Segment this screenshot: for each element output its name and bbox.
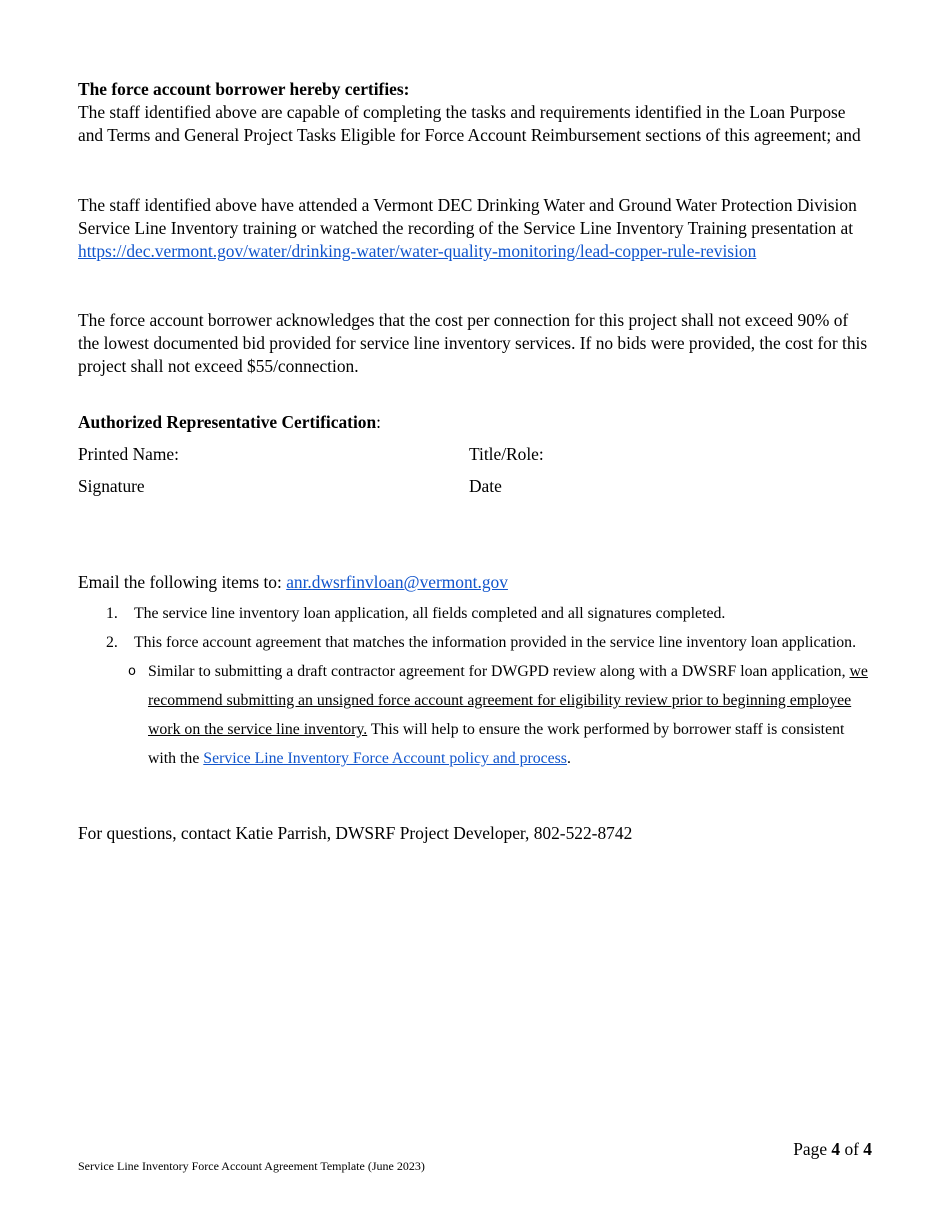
printed-name-label: Printed Name: <box>78 444 179 464</box>
title-role-label: Title/Role: <box>469 444 544 464</box>
list-item-text: The service line inventory loan application, all fields completed and all signatures completed. <box>134 605 726 622</box>
questions-text: For questions, contact Katie Parrish, DWSRF Project Developer, 802-522-8742 <box>78 823 633 843</box>
certify-section <box>78 78 873 147</box>
page-number-current: 4 <box>831 1139 841 1159</box>
certify-heading: The force account borrower hereby certifies: <box>78 79 410 99</box>
authorized-heading-line <box>78 411 873 434</box>
sub-item-text-end: . <box>566 750 571 767</box>
email-section <box>78 571 873 594</box>
authorized-section <box>78 411 873 434</box>
sub-list-item <box>78 657 873 773</box>
certify-paragraph-1: The staff identified above are capable of completing the tasks and requirements identified in the Loan Purpose and Terms and General Project Tasks Eligible for Force Account Reimbursement sections of this agreement; and <box>78 102 861 145</box>
list-item <box>78 628 873 657</box>
email-intro: Email the following items to: <box>78 572 287 592</box>
authorized-heading-colon: : <box>376 412 381 432</box>
sub-item-underlined-text: we recommend submitting an unsigned force account agreement for eligibility review prior to beginning employee work on the service line inventory. <box>148 663 868 738</box>
force-account-policy-link[interactable]: Service Line Inventory Force Account policy and process <box>203 750 567 767</box>
certify-paragraph-2-text: The staff identified above have attended a Vermont DEC Drinking Water and Ground Water Protection Division Service Line Inventory training or watched the recording of the Service Line Inventory Training presentation at <box>78 195 857 238</box>
hollow-bullet-icon: o <box>128 664 136 679</box>
sub-item-text-before: Similar to submitting a draft contractor agreement for DWGPD review along with a DWSRF loan application, <box>148 663 850 680</box>
certify-paragraph-3: The force account borrower acknowledges that the cost per connection for this project shall not exceed 90% of the lowest documented bid provided for service line inventory services. If no bids were provided, the cost for this project shall not exceed $55/connection. <box>78 310 868 376</box>
printed-name-row <box>78 443 873 466</box>
email-intro-line <box>78 571 873 594</box>
training-presentation-link[interactable]: https://dec.vermont.gov/water/drinking-water/water-quality-monitoring/lead-copper-rule-revision <box>78 241 757 261</box>
page-number-prefix: Page <box>793 1139 832 1159</box>
authorized-heading: Authorized Representative Certification <box>78 412 377 432</box>
questions-section <box>78 822 873 845</box>
page-number-middle: of <box>840 1139 864 1159</box>
date-label: Date <box>469 476 502 496</box>
email-items-list <box>78 599 873 773</box>
list-item-text: This force account agreement that matches the information provided in the service line inventory loan application. <box>134 634 857 651</box>
certify-paragraph-2-block <box>78 194 873 263</box>
list-item-number: 1. <box>106 605 118 622</box>
sub-item-text-middle: This will help to ensure the work performed by borrower staff is consistent with the <box>148 721 845 767</box>
certify-paragraph-2 <box>78 194 873 263</box>
email-address-link[interactable]: anr.dwsrfinvloan@vermont.gov <box>286 572 508 592</box>
signature-row <box>78 475 873 498</box>
document-footer: Service Line Inventory Force Account Agreement Template (June 2023) <box>78 1159 425 1173</box>
page-number-total: 4 <box>863 1139 872 1159</box>
certify-paragraph-3-block <box>78 309 873 378</box>
signature-label: Signature <box>78 476 145 496</box>
page-number <box>793 1138 872 1161</box>
list-item <box>78 599 873 628</box>
list-item-number: 2. <box>106 634 118 651</box>
